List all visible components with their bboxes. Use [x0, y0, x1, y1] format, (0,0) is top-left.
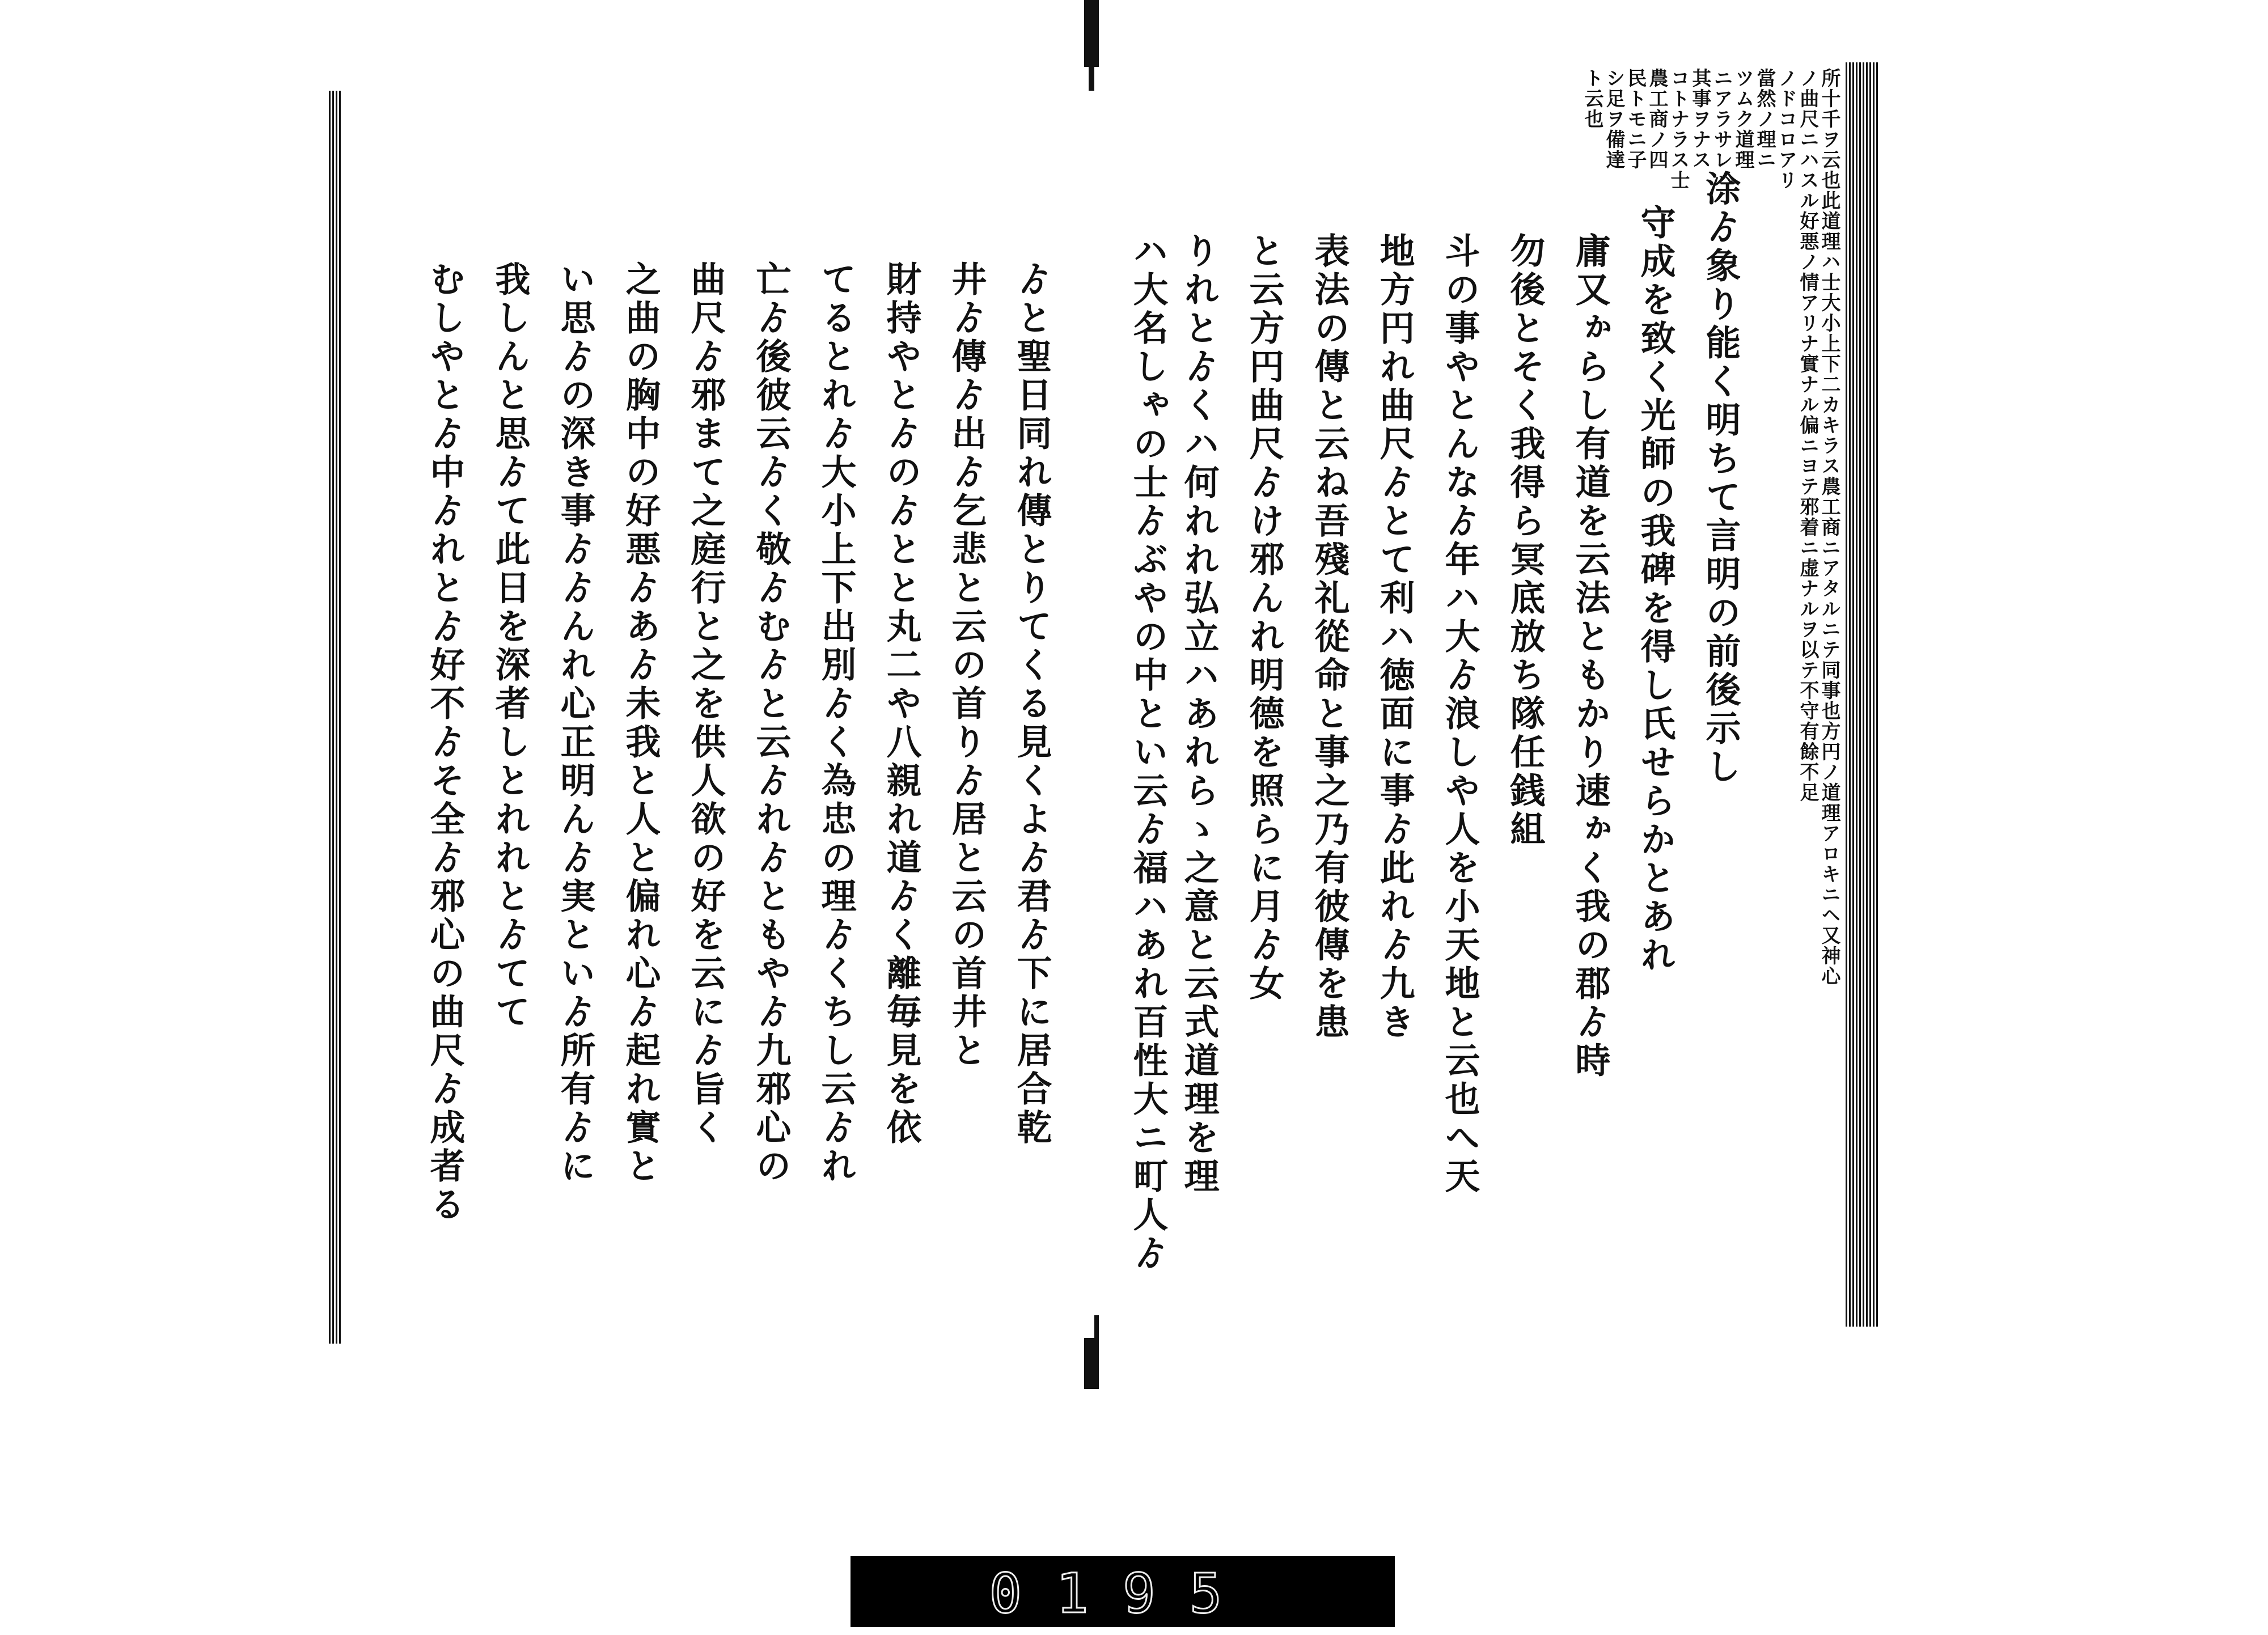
right-column-6: 地方円れ曲尺ゟとて利ハ徳面に事ゟ此れゟ九き	[1374, 232, 1415, 1042]
right-column-4: 勿後とそく我得ら冥底放ち隊任銭組	[1504, 232, 1546, 849]
left-page-edge	[329, 91, 342, 1344]
right-page	[1114, 62, 1874, 1310]
annotation-8: コトナラス士	[1667, 68, 1690, 190]
right-column-3: 庸又ゕらし有道を云法ともかり速ゕく我の郡ゟ時	[1569, 232, 1611, 1081]
annotation-12: ト云也	[1581, 68, 1603, 129]
right-column-1: 涂ゟ象り能く明ちて言明の前後示し	[1700, 170, 1741, 787]
annotation-5: ツムク道理	[1732, 68, 1754, 170]
left-column-2: 井ゟ傳ゟ出ゟ乞悲と云の首りゟ居と云の首井と	[946, 261, 987, 1070]
annotation-4: 當然ノ理ニ	[1753, 68, 1776, 170]
frame-number-stamp	[850, 1556, 1395, 1627]
left-page	[318, 91, 1094, 1338]
right-page-edge	[1846, 62, 1880, 1327]
left-column-9: 我しんと思ゟて此日を深者しとれれとゟてて	[489, 261, 531, 1032]
right-column-9: りれとゟくハ何れれ弘立ハあれらゝ之意と云式道理を理	[1178, 232, 1220, 1196]
annotation-1: 所十千ヲ云也此道理ハ士大小上下二カキラス農工商ニアタルニテ同事也方円ノ道理アロキニヘ又神心	[1818, 68, 1840, 986]
right-column-7: 表法の傳と云ね吾殘礼從命と事之乃有彼傳を患	[1309, 232, 1350, 1042]
annotation-9: 農工商ノ四	[1645, 68, 1668, 170]
annotation-10: 民トモニ子	[1624, 68, 1647, 170]
left-column-6: 曲尺ゟ邪まて之庭行と之を供人欲の好を云にゟ旨く	[685, 261, 726, 1147]
left-column-4: てるとれゟ大小上下出別ゟく為忠の理ゟくちし云ゟれ	[815, 261, 857, 1186]
annotation-11: シ足ヲ備達	[1602, 68, 1625, 170]
right-column-5: 斗の事やとんなゟ年ハ大ゟ浪しや人を小天地と云也へ天	[1439, 232, 1480, 1196]
left-column-10: むしやとゟ中ゟれとゟ好不ゟそ全ゟ邪心の曲尺ゟ成者る	[424, 261, 466, 1225]
right-column-10: ハ大名しゃの士ゟぶやの中とい云ゟ福ハあれ百性大ニ町人ゟ	[1127, 232, 1169, 1273]
left-column-8: い思ゟの深き事ゟゟんれ心正明んゟ実といゟ所有ゟに	[555, 261, 596, 1186]
left-column-5: 亡ゟ後彼云ゟく敬ゟむゟと云ゟれゟともやゟ九邪心の	[750, 261, 792, 1186]
annotation-6: ニアラサレハ	[1710, 68, 1733, 190]
spine-mark-top	[1084, 0, 1099, 67]
annotation-7: 其事ヲナス	[1689, 68, 1711, 170]
right-column-2: 守成を致く光師の我碑を得し氏せらかとあれ	[1635, 204, 1676, 975]
left-column-7: 之曲の胸中の好悪ゟあゟ未我と人と偏れ心ゟ起れ實と	[620, 261, 661, 1186]
left-column-3: 財持やとゟのゟとと丸二や八親れ道ゟく離毎見を依	[881, 261, 922, 1147]
annotation-2: ノ曲尺ニハスル好悪ノ情アリナ實ナル偏ニヨテ邪着ニ虚ナルヲ以テ不守有餘不足	[1796, 68, 1819, 803]
frame-number: 0195	[989, 1562, 1256, 1625]
right-column-8: と云方円曲尺ゟけ邪んれ明德を照らに月ゟ女	[1243, 232, 1285, 1003]
annotation-3: ノドコロアリ	[1775, 68, 1797, 190]
left-column-1: ゟと聖日同れ傳とりてくる見くよゟ君ゟ下に居合乾	[1011, 261, 1052, 1147]
